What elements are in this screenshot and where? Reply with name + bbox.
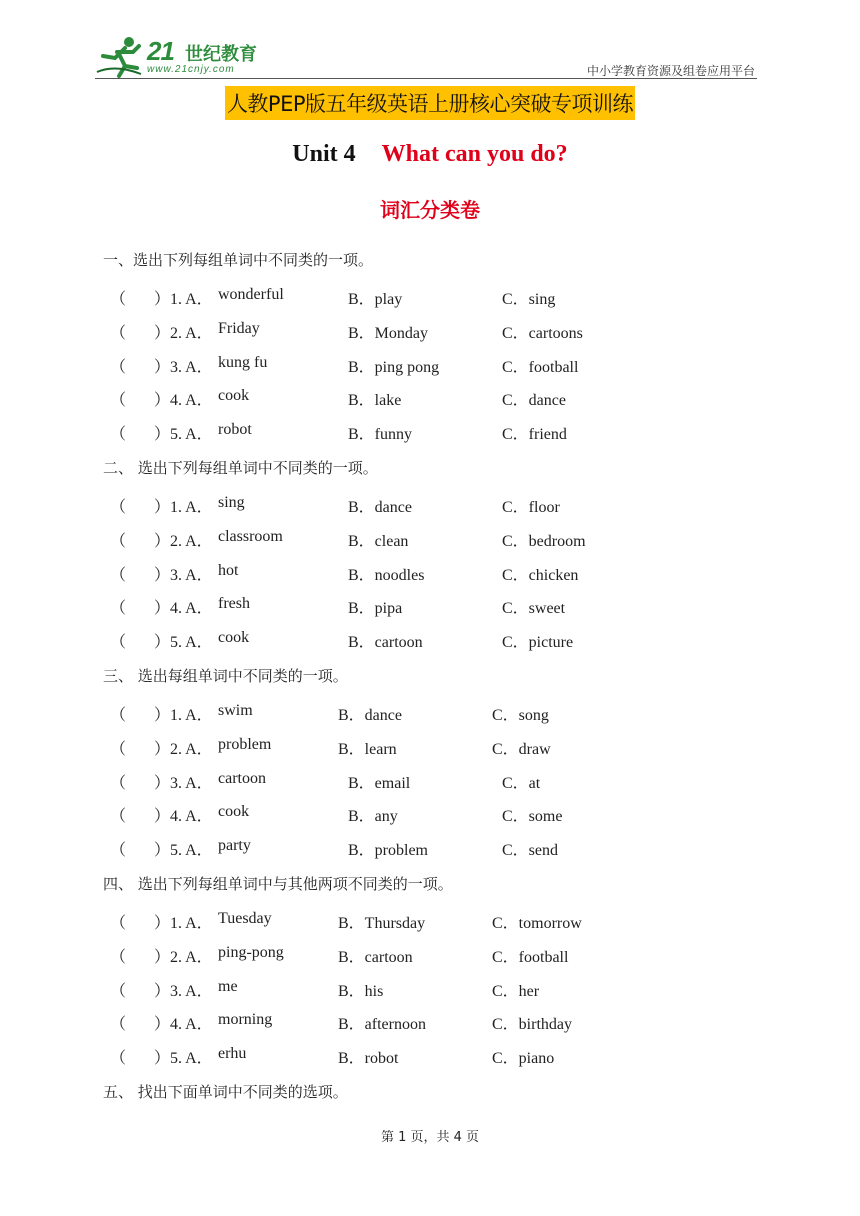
answer-blank[interactable]: （	[110, 291, 127, 308]
logo-number: 21	[147, 36, 174, 66]
option-a: ping-pong	[218, 943, 284, 961]
option-c: C．cartoons	[502, 324, 583, 342]
question-number: ）2. A．	[154, 324, 213, 342]
option-a: sing	[218, 494, 245, 511]
answer-blank[interactable]: （	[110, 982, 127, 1000]
option-b: B．ping pong	[348, 358, 440, 376]
option-c: C．sweet	[502, 600, 566, 618]
question-number: ）5. A．	[154, 1050, 213, 1068]
option-a: classroom	[218, 527, 283, 545]
option-c: C．sing	[502, 291, 556, 308]
logo-text: 世纪教育	[185, 44, 257, 65]
option-b: B．dance	[348, 499, 412, 516]
option-c: C．picture	[502, 634, 574, 652]
option-a: cook	[218, 387, 250, 405]
answer-blank[interactable]: （	[110, 499, 127, 516]
option-a: cook	[218, 629, 250, 647]
question-number: ）5. A．	[154, 426, 213, 444]
unit-label: Unit 4	[292, 141, 356, 167]
option-a: party	[218, 837, 251, 855]
question-number: ）1. A．	[154, 915, 213, 932]
option-b: B．afternoon	[338, 1016, 426, 1034]
option-b: B．Monday	[348, 324, 429, 342]
answer-blank[interactable]: （	[110, 707, 127, 724]
option-a: problem	[218, 735, 272, 753]
answer-blank[interactable]: （	[110, 566, 127, 584]
logo	[95, 34, 265, 78]
unit-question: What can you do?	[381, 141, 568, 167]
option-b: B．cartoon	[338, 948, 413, 966]
option-b: B．cartoon	[348, 634, 423, 652]
option-c: C．send	[502, 842, 559, 860]
option-a: Friday	[218, 319, 260, 337]
option-a: Tuesday	[218, 910, 272, 927]
page-title: 人教PEP版五年级英语上册核心突破专项训练	[225, 86, 635, 120]
question-number: ）1. A．	[154, 499, 213, 516]
header-divider	[95, 78, 757, 79]
answer-blank[interactable]: （	[110, 392, 127, 410]
answer-blank[interactable]: （	[110, 532, 127, 550]
option-a: swim	[218, 702, 253, 719]
option-c: C．piano	[492, 1050, 555, 1068]
section-heading: 二、 选出下列每组单词中不同类的一项。	[103, 459, 378, 477]
answer-blank[interactable]: （	[110, 358, 127, 376]
option-c: C．birthday	[492, 1016, 572, 1034]
section-heading: 四、 选出下列每组单词中与其他两项不同类的一项。	[103, 875, 453, 893]
option-a: hot	[218, 561, 239, 579]
question-number: ）1. A．	[154, 707, 213, 724]
page-header	[95, 34, 757, 82]
section-heading: 五、 找出下面单词中不同类的选项。	[103, 1083, 348, 1101]
unit-heading	[0, 141, 860, 168]
option-a: erhu	[218, 1045, 247, 1063]
option-b: B．email	[348, 774, 411, 792]
option-a: wonderful	[218, 286, 284, 303]
question-number: ）3. A．	[154, 982, 213, 1000]
option-c: C．football	[502, 358, 579, 376]
answer-blank[interactable]: （	[110, 948, 127, 966]
option-c: C．football	[492, 948, 569, 966]
option-a: morning	[218, 1011, 273, 1029]
option-b: B．clean	[348, 532, 409, 550]
question-number: ）4. A．	[154, 600, 213, 618]
question-number: ）2. A．	[154, 948, 213, 966]
option-c: C．her	[492, 982, 540, 1000]
question-number: ）4. A．	[154, 392, 213, 410]
option-b: B．lake	[348, 392, 402, 410]
option-c: C．bedroom	[502, 532, 586, 550]
option-c: C．chicken	[502, 566, 579, 584]
option-c: C．some	[502, 808, 563, 826]
answer-blank[interactable]: （	[110, 915, 127, 932]
section-heading: 三、 选出每组单词中不同类的一项。	[103, 667, 348, 685]
option-c: C．draw	[492, 740, 551, 758]
option-b: B．pipa	[348, 600, 403, 618]
question-number: ）3. A．	[154, 774, 213, 792]
worksheet-subtitle: 词汇分类卷	[380, 198, 480, 222]
question-number: ）5. A．	[154, 842, 213, 860]
option-b: B．dance	[338, 707, 402, 724]
answer-blank[interactable]: （	[110, 426, 127, 444]
option-c: C．tomorrow	[492, 915, 582, 932]
question-number: ）4. A．	[154, 1016, 213, 1034]
platform-text: 中小学教育资源及组卷应用平台	[586, 64, 755, 78]
option-c: C．friend	[502, 426, 567, 444]
answer-blank[interactable]: （	[110, 740, 127, 758]
option-a: me	[218, 977, 238, 995]
option-a: robot	[218, 421, 252, 439]
question-number: ）1. A．	[154, 291, 213, 308]
answer-blank[interactable]: （	[110, 808, 127, 826]
option-b: B．robot	[338, 1050, 399, 1068]
answer-blank[interactable]: （	[110, 1016, 127, 1034]
option-b: B．play	[348, 291, 403, 308]
option-c: C．floor	[502, 499, 560, 516]
option-a: cartoon	[218, 769, 266, 787]
answer-blank[interactable]: （	[110, 600, 127, 618]
option-b: B．problem	[348, 842, 428, 860]
answer-blank[interactable]: （	[110, 842, 127, 860]
runner-logo-icon	[95, 34, 145, 78]
option-c: C．dance	[502, 392, 566, 410]
option-b: B．his	[338, 982, 384, 1000]
answer-blank[interactable]: （	[110, 1050, 127, 1068]
question-number: ）5. A．	[154, 634, 213, 652]
option-b: B．noodles	[348, 566, 425, 584]
option-b: B．funny	[348, 426, 413, 444]
question-number: ）3. A．	[154, 566, 213, 584]
question-number: ）2. A．	[154, 740, 213, 758]
option-b: B．any	[348, 808, 398, 826]
option-a: cook	[218, 803, 250, 821]
page-footer: 第 1 页，共 4 页	[380, 1130, 480, 1145]
answer-blank[interactable]: （	[110, 774, 127, 792]
section-heading: 一、选出下列每组单词中不同类的一项。	[103, 251, 374, 269]
question-number: ）2. A．	[154, 532, 213, 550]
option-a: kung fu	[218, 353, 268, 371]
answer-blank[interactable]: （	[110, 634, 127, 652]
option-a: fresh	[218, 595, 250, 613]
answer-blank[interactable]: （	[110, 324, 127, 342]
option-c: C．at	[502, 774, 541, 792]
question-number: ）4. A．	[154, 808, 213, 826]
question-number: ）3. A．	[154, 358, 213, 376]
option-b: B．learn	[338, 740, 397, 758]
logo-url: www.21cnjy.com	[147, 64, 235, 75]
option-b: B．Thursday	[338, 915, 426, 932]
option-c: C．song	[492, 707, 549, 724]
